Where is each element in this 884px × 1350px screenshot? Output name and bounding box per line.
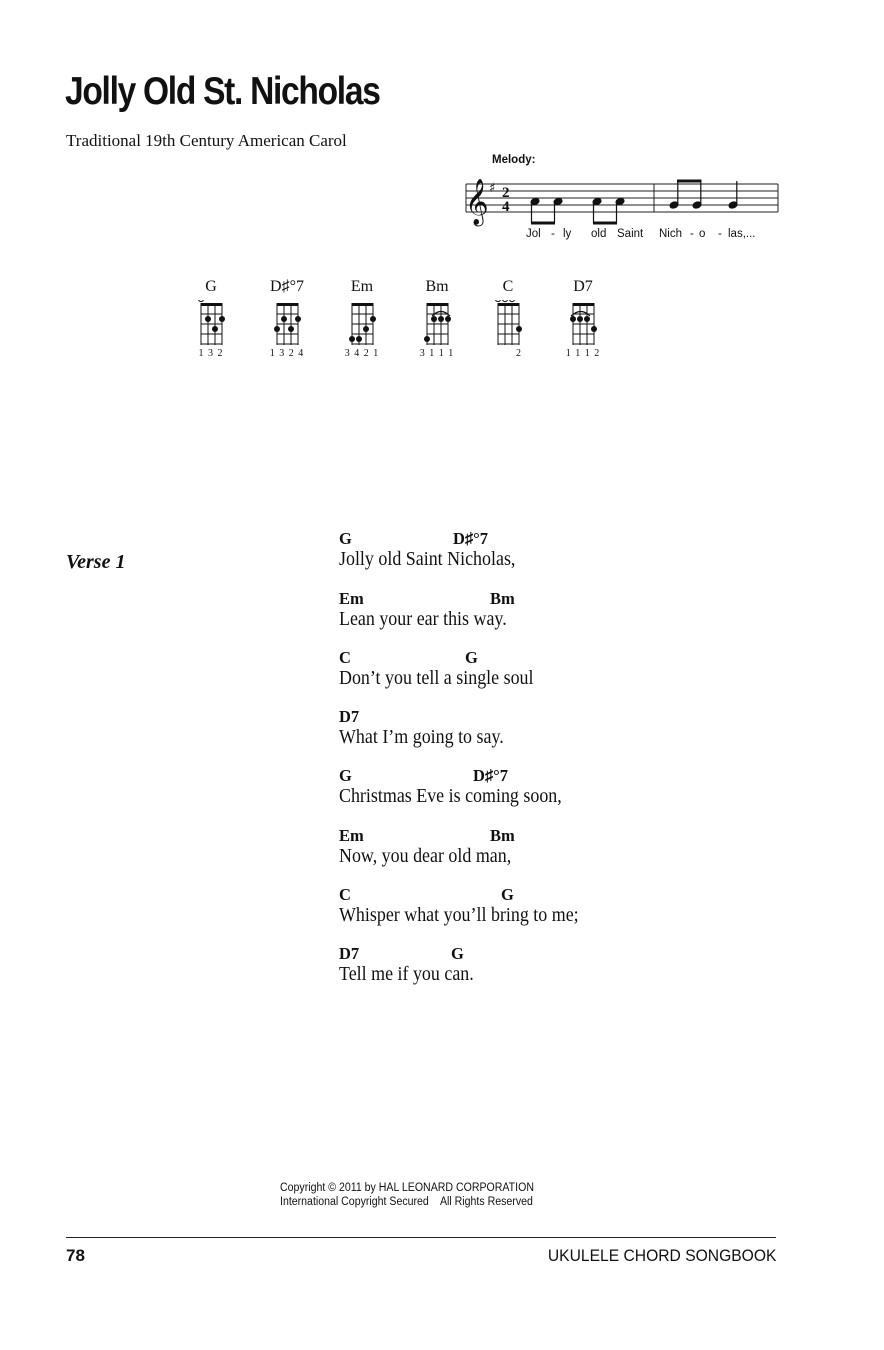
chord-name: Bm <box>425 278 449 295</box>
melody-lyric: Nich <box>659 228 683 240</box>
copyright-line: Copyright © 2011 by HAL LEONARD CORPORATION <box>280 1182 534 1194</box>
finger-dot <box>424 336 430 342</box>
chord-fingering: 1 1 1 2 <box>565 348 601 359</box>
chord-symbol: G <box>465 648 478 667</box>
finger-dot <box>591 326 597 332</box>
time-signature-top: 2 <box>502 185 510 201</box>
chord-grid <box>181 300 241 346</box>
chord-symbol: Bm <box>490 589 515 608</box>
finger-dot <box>356 336 362 342</box>
section-label: Verse 1 <box>66 551 126 573</box>
chord-fingering: 2 <box>516 348 522 359</box>
open-string-icon <box>509 300 514 302</box>
finger-dot <box>212 326 218 332</box>
chord-symbol: G <box>451 944 464 963</box>
melody-lyric: - <box>690 228 694 240</box>
chord-symbol: D♯°7 <box>453 529 489 548</box>
chord-fingering: 1 3 2 4 <box>269 348 305 359</box>
treble-clef-icon: 𝄞 <box>465 179 489 225</box>
chord-symbol: Em <box>339 589 364 608</box>
chord-grid <box>553 300 613 346</box>
lyric-line <box>339 589 759 641</box>
finger-dot <box>570 316 576 322</box>
key-signature-sharp-icon: ♯ <box>489 181 496 196</box>
open-string-icon <box>495 300 500 302</box>
lyric-line <box>339 648 759 700</box>
chord-symbol: D♯°7 <box>473 766 509 785</box>
book-title: UKULELE CHORD SONGBOOK <box>547 1246 776 1265</box>
lyric-line <box>339 529 759 581</box>
time-signature-bottom: 4 <box>502 199 510 215</box>
finger-dot <box>219 316 225 322</box>
finger-dot <box>370 316 376 322</box>
chord-grid <box>478 300 538 346</box>
lyric-text: Now, you dear old man, <box>339 846 512 867</box>
finger-dot <box>438 316 444 322</box>
chord-grid <box>332 300 392 346</box>
lyric-line <box>339 766 759 818</box>
finger-dot <box>431 316 437 322</box>
melody-label: Melody: <box>492 154 536 166</box>
finger-dot <box>516 326 522 332</box>
song-subtitle: Traditional 19th Century American Carol <box>66 131 347 150</box>
melody-lyric: old <box>591 228 607 240</box>
lyric-text: Tell me if you can. <box>339 964 474 985</box>
chord-fingering: 3 4 2 1 <box>344 348 380 359</box>
chord-name: D7 <box>573 278 593 295</box>
melody-lyric: ly <box>563 228 572 240</box>
chord-symbol: D7 <box>339 707 360 726</box>
chord-grid <box>257 300 317 346</box>
lyric-text: What I’m going to say. <box>339 727 504 748</box>
chord-symbol: G <box>501 885 514 904</box>
finger-dot <box>281 316 287 322</box>
finger-dot <box>349 336 355 342</box>
chord-symbol: Bm <box>490 826 515 845</box>
song-title: Jolly Old St. Nicholas <box>65 70 380 113</box>
melody-lyric: - <box>718 228 722 240</box>
melody-lyric: las,... <box>728 228 756 240</box>
lyric-line <box>339 826 759 878</box>
chord-symbol: C <box>339 885 351 904</box>
chord-fingering: 1 3 2 <box>198 348 224 359</box>
copyright-notice <box>280 1181 534 1209</box>
chord-name: G <box>205 278 217 295</box>
finger-dot <box>363 326 369 332</box>
finger-dot <box>295 316 301 322</box>
chord-symbol: G <box>339 529 352 548</box>
chord-symbol: D7 <box>339 944 360 963</box>
melody-lyric: Saint <box>617 228 644 240</box>
lyric-text: Whisper what you’ll bring to me; <box>339 905 579 926</box>
page-number: 78 <box>66 1246 85 1265</box>
melody-staff <box>462 170 782 228</box>
chord-symbol: Em <box>339 826 364 845</box>
finger-dot <box>577 316 583 322</box>
copyright-line: International Copyright Secured All Rights Reserved <box>280 1196 533 1208</box>
open-string-icon <box>198 300 203 302</box>
chord-name: Em <box>350 278 374 295</box>
finger-dot <box>584 316 590 322</box>
melody-lyric: - <box>551 228 555 240</box>
melody-lyric: Jol <box>526 228 541 240</box>
lyric-text: Jolly old Saint Nicholas, <box>339 549 516 570</box>
finger-dot <box>288 326 294 332</box>
footer-divider <box>66 1237 776 1238</box>
chord-grid <box>407 300 467 346</box>
melody-notes <box>530 181 738 223</box>
chord-symbol: C <box>339 648 351 667</box>
lyric-text: Christmas Eve is coming soon, <box>339 786 562 807</box>
lyric-line <box>339 944 759 996</box>
melody-lyric: o <box>699 228 706 240</box>
chord-name: D♯°7 <box>270 278 304 295</box>
chord-fingering: 3 1 1 1 <box>419 348 455 359</box>
open-string-icon <box>502 300 507 302</box>
chord-symbol: G <box>339 766 352 785</box>
lyric-line <box>339 885 759 937</box>
lyric-text: Lean your ear this way. <box>339 609 507 630</box>
finger-dot <box>274 326 280 332</box>
finger-dot <box>445 316 451 322</box>
lyric-text: Don’t you tell a single soul <box>339 668 534 689</box>
finger-dot <box>205 316 211 322</box>
chord-name: C <box>502 278 514 295</box>
lyric-line <box>339 707 759 759</box>
